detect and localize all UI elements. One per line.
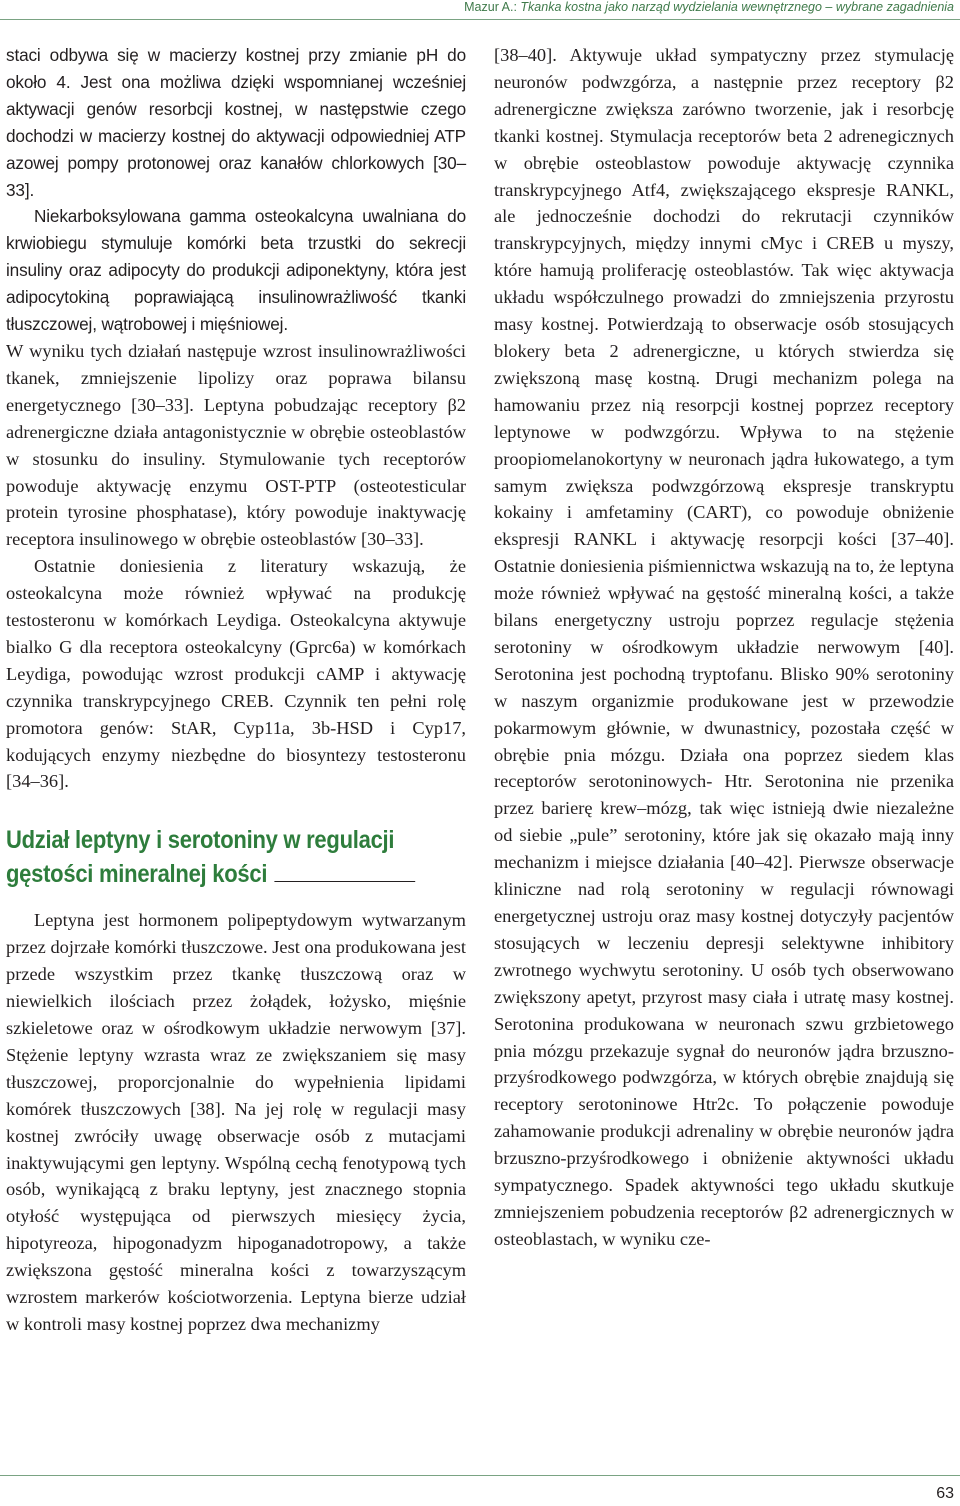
- heading-underline: [274, 881, 415, 882]
- right-column: [494, 42, 954, 1253]
- section-heading: [6, 823, 464, 891]
- section-heading-line-2: gęstości mineralnej kości: [6, 860, 268, 889]
- right-paragraph-1: [38–40]. Aktywuje układ sympatyczny przez stymulację neuronów podwzgórza, a następnie przez receptory β2 adrenergiczne zwiększa zarówno tworzenie, jak i resorbcję tkanki kostnej. Stymulacja receptorów beta 2 adrenegicznych w obrębie osteoblastow powoduje aktywację czynnika transkrypcyjnego Atf4, zwiększającego ekspresje RANKL, ale jednocześnie dochodzi do rekrutacji czynników transkrypcyjnych, między innymi cMyc i CREB u myszy, które hamują proliferację osteoblastów. Tak więc aktywacja układu współczulnego prowadzi do zmniejszenia przyrostu masy kostnej. Potwierdzają to obserwacje osób stosujących blokery beta 2 adrenergiczne, u których stwierdza się zwiększoną masę kostną. Drugi mechanizm polega na hamowaniu przez nią resorpcji kostnej poprzez receptory leptynowe w podwzgórzu. Wpływa to na stężenie proopiomelanokortyny w neuronach jądra łukowatego, a tym samym zwiększa podwzgórzową ekspresje transkryptu kokainy i amfetaminy (CART), co powoduje obniżenie ekspresji RANKL i aktywację resorpcji kości [37–40]. Ostatnie doniesienia piśmiennictwa wskazują na to, że leptyna może również wpływać na gęstość mineralną kości, a także bilans energetyczny ustroju poprzez regulacje stężenia serotoniny w ośrodkowym układzie nerwowym [40]. Serotonina jest pochodną tryptofanu. Blisko 90% serotoniny w naszym organizmie produkowane jest w przewodzie pokarmowym głównie, w dwunastnicy, pozostała część w obrębie pnia mózgu. Działa ona poprzez siedem klas receptorów serotoninowych- Htr. Serotonina nie przenika przez barierę krew–mózg, tak więc istnieją dwie niezależne od siebie „pule” serotoniny, które jak się okazało mają inny mechanizm i miejsce działania [40–42]. Pierwsze obserwacje kliniczne nad rolą serotoniny w regulacji równowagi energetycznej ustroju oraz masy kostnej dotyczyły pacjentów stosujących w leczeniu depresji selektywne inhibitory zwrotnego wychwytu serotoniny. U osób tych obserwowano zwiększony apetyt, przyrost masy ciała i utratę masy kostnej. Serotonina produkowana w neuronach szwu grzbietowego pnia mózgu przekazuje sygnał do neuronów jądra brzuszno-przyśrodkowego podwzgórza, w których obrębie znajdują się receptory serotoninowe Htr2c. To połączenie powoduje zahamowanie produkcji adrenaliny w obrębie neuronów jądra brzuszno-przyśrodkowego i obniżenie aktywności układu sympatycznego. Spadek aktywności tego układu skutkuje zmniejszeniem pobudzenia receptorów β2 adrenergicznych w osteoblastach, w wyniku cze-: [494, 45, 954, 1249]
- left-paragraph-2b: W wyniku tych działań następuje wzrost insulinowrażliwości tkanek, zmniejszenie lipolizy oraz poprawa bilansu energetycznego [30–33]. Leptyna pobudzając receptory β2 adrenergiczne działa antagonistycznie w obrębie osteoblastów w stosunku do insuliny. Stymulowanie tych receptorów powoduje aktywację enzymu OST-PTP (osteotesticular protein tyrosine phosphatase), który powoduje inaktywację receptora insulinowego w obrębie osteoblastów [30–33].: [6, 340, 466, 550]
- left-paragraph-3: Ostatnie doniesienia z literatury wskazują, że osteokalcyna może również wpływać na produkcję testosteronu w komórkach Leydiga. Osteokalcyna aktywuje bialko G dla receptora osteokalcyny (Gprc6a) w komórkach Leydiga, powodując wzrost produkcji cAMP i aktywację czynnika transkrypcyjnego CREB. Czynnik ten pełni rolę promotora genów: StAR, Cyp11a, 3b-HSD i Cyp17, kodujących enzymy niezbędne do biosyntezy testosteronu [34–36].: [6, 556, 466, 792]
- footer-divider: [0, 1475, 960, 1476]
- running-header: [464, 0, 954, 14]
- left-paragraph-2: Niekarboksylowana gamma osteokalcyna uwalniana do krwiobiegu stymuluje komórki beta trzustki do sekrecji insuliny oraz adipocyty do produkcji adiponektyny, która jest adipocytokiną poprawiającą insulinowrażliwość tkanki tłuszczowej, wątrobowej i mięśniowej.: [6, 206, 466, 335]
- header-divider: [0, 19, 960, 20]
- header-title: Tkanka kostna jako narząd wydzielania wewnętrznego – wybrane zagadnienia: [520, 0, 954, 14]
- left-paragraph-1: staci odbywa się w macierzy kostnej przy zmianie pH do około 4. Jest ona możliwa dzięki wspomnianej wcześniej aktywacji genów resorbcji kostnej, w następstwie czego dochodzi w macierzy kostnej do aktywacji odpowiedniej ATP azowej pompy protonowej oraz kanałów chlorkowych [30–33].: [6, 45, 466, 200]
- page-number: 63: [936, 1485, 954, 1502]
- left-paragraph-4: Leptyna jest hormonem polipeptydowym wytwarzanym przez dojrzałe komórki tłuszczowe. Jest ona produkowana jest przede wszystkim przez tkankę tłuszczową oraz w niewielkich ilościach przez żołądek, łożysko, mięśnie szkieletowe oraz w ośrodkowym układzie nerwowym [37]. Stężenie leptyny wzrasta wraz ze zwiększaniem się masy tłuszczowej, proporcjonalnie do wypełnienia lipidami komórek tłuszczowych [38]. Na jej rolę w regulacji masy kostnej zwróciły uwagę obserwacje osób z mutacjami inaktywującymi gen leptyny. Wspólną cechą fenotypową tych osób, wynikającą z braku leptyny, jest znacznego stopnia otyłość występująca od pierwszych miesięcy życia, hipotyreoza, hipogonadyzm hipoganadotropowy, a także zwiększona gęstość mineralna kości z towarzyszącym wzrostem markerów kościotworzenia. Leptyna bierze udział w kontroli masy kostnej poprzez dwa mechanizmy: [6, 910, 466, 1334]
- left-column: [6, 42, 466, 1338]
- section-heading-line-1: Udział leptyny i serotoniny w regulacji: [6, 826, 395, 855]
- header-authors: Mazur A.:: [464, 0, 517, 14]
